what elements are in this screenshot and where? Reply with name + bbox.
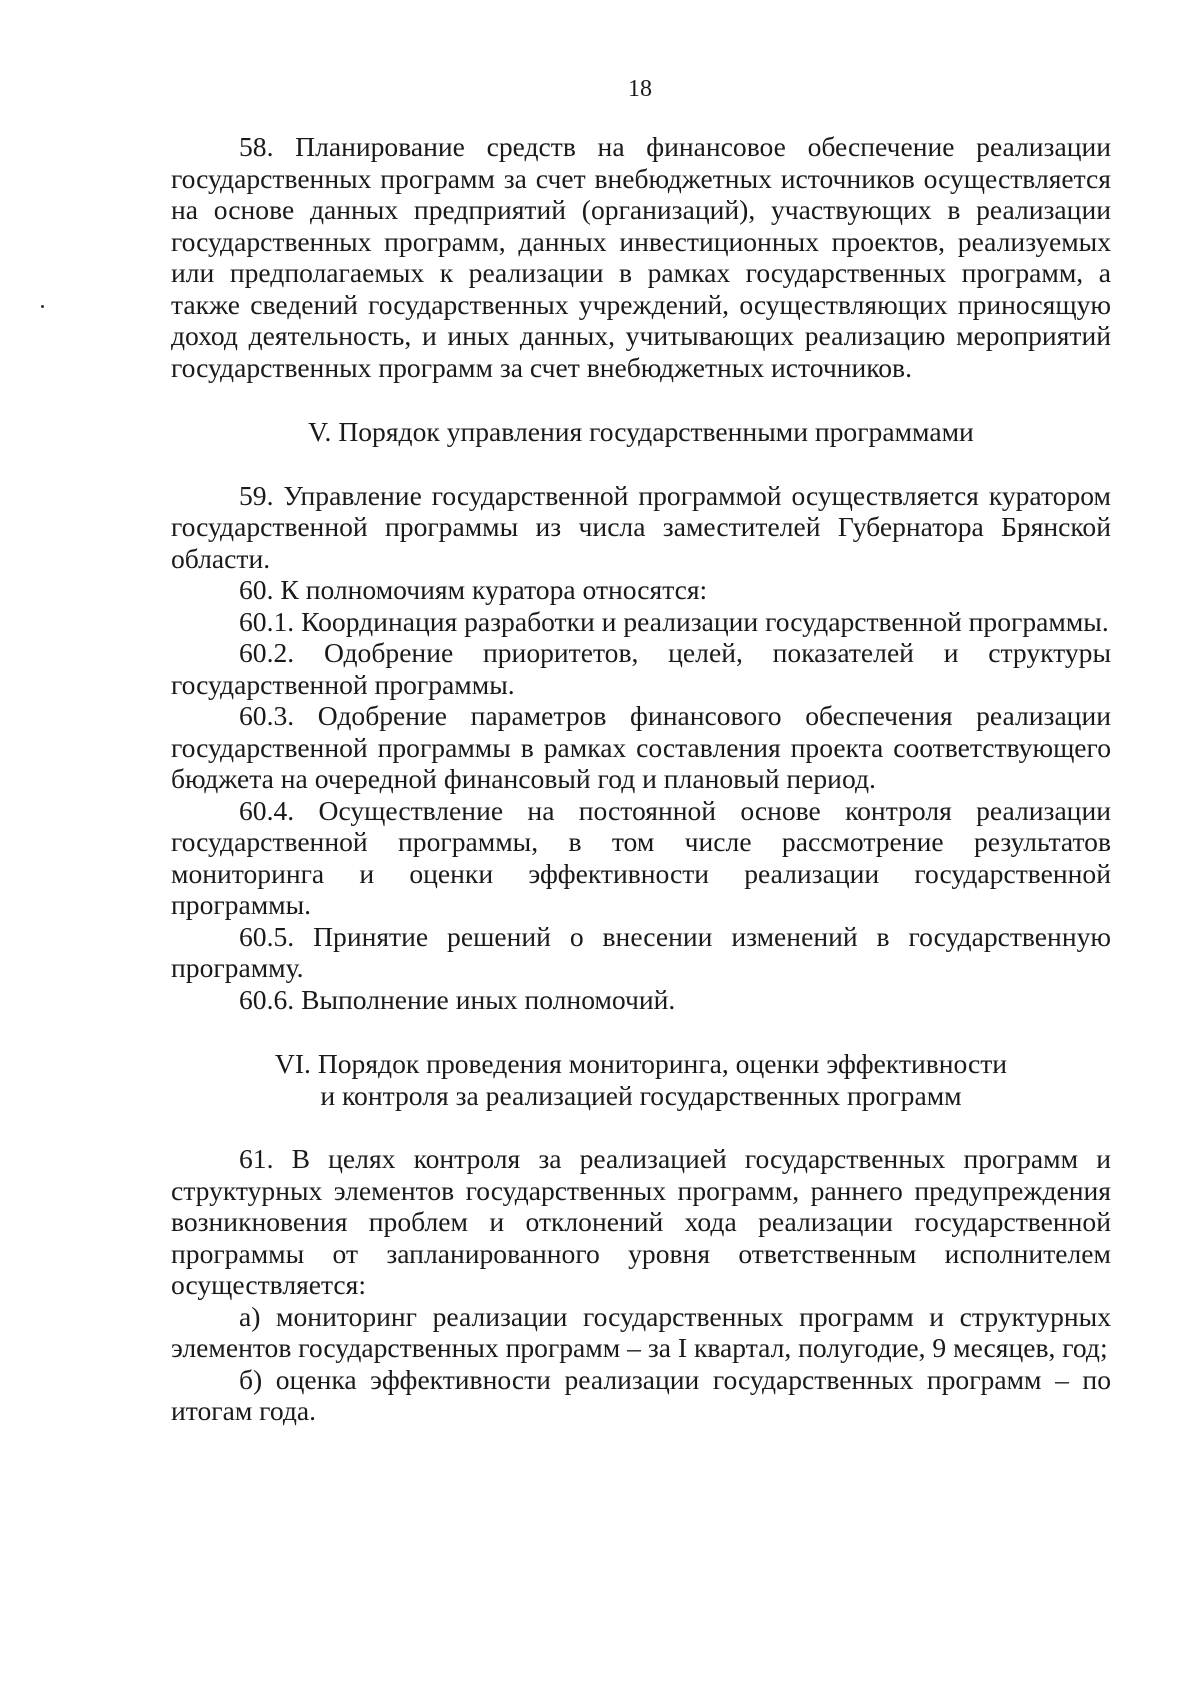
paragraph-60-3: 60.3. Одобрение параметров финансового обеспечения реализации государственной программы в рамках составления проекта соответствующего бюджета на очередной финансовый год и плановый период. [171,700,1111,794]
document-body [171,131,1111,1427]
paragraph-60-1: 60.1. Координация разработки и реализации государственной программы. [239,605,1109,637]
paragraph-60-4: 60.4. Осуществление на постоянной основе контроля реализации государственной программы, в том числе рассмотрение результатов мониторинга и оценки эффективности реализации государственной программы. [171,794,1111,920]
paragraph-60-6: 60.6. Выполнение иных полномочий. [239,983,676,1015]
section-v-heading: V. Порядок управления государственными программами [308,416,974,447]
paragraph-59: 59. Управление государственной программой осуществляется куратором государственной программы из числа заместителей Губернатора Брянской области. [171,479,1111,574]
paragraph-58: 58. Планирование средств на финансовое обеспечение реализации государственных программ за счет внебюджетных источников осуществляется на основе данных предприятий (организаций), участвующих в реализации государственных программ, данных инвестиционных проектов, реализуемых или предполагаемых к реализации в рамках государственных программ, а также сведений государственных учреждений, осуществляющих приносящую доход деятельность, и иных данных, учитывающих реализацию мероприятий государственных программ за счет внебюджетных источников. [171,131,1111,383]
section-vi-heading-line-1: VI. Порядок проведения мониторинга, оценки эффективности [274,1048,1008,1079]
paragraph-61-a: а) мониторинг реализации государственных программ и структурных элементов государственных программ – за I квартал, полугодие, 9 месяцев, год; [171,1300,1111,1363]
page-number: 18 [628,76,652,102]
section-vi-heading [171,1048,1111,1111]
paragraph-61: 61. В целях контроля за реализацией государственных программ и структурных элементов государственных программ, раннего предупреждения возникновения проблем и отклонений хода реализации государственной программы от запланированного уровня ответственным исполнителем осуществляется: [171,1143,1111,1300]
paragraph-60-2: 60.2. Одобрение приоритетов, целей, показателей и структуры государственной программы. [171,637,1111,700]
paragraph-60: 60. К полномочиям куратора относятся: [239,574,708,605]
section-vi-heading-line-2: и контроля за реализацией государственных программ [320,1079,962,1111]
scan-artifact-dot [41,305,44,308]
paragraph-60-5: 60.5. Принятие решений о внесении изменений в государственную программу. [171,920,1111,983]
paragraph-61-b: б) оценка эффективности реализации государственных программ – по итогам года. [171,1363,1111,1426]
